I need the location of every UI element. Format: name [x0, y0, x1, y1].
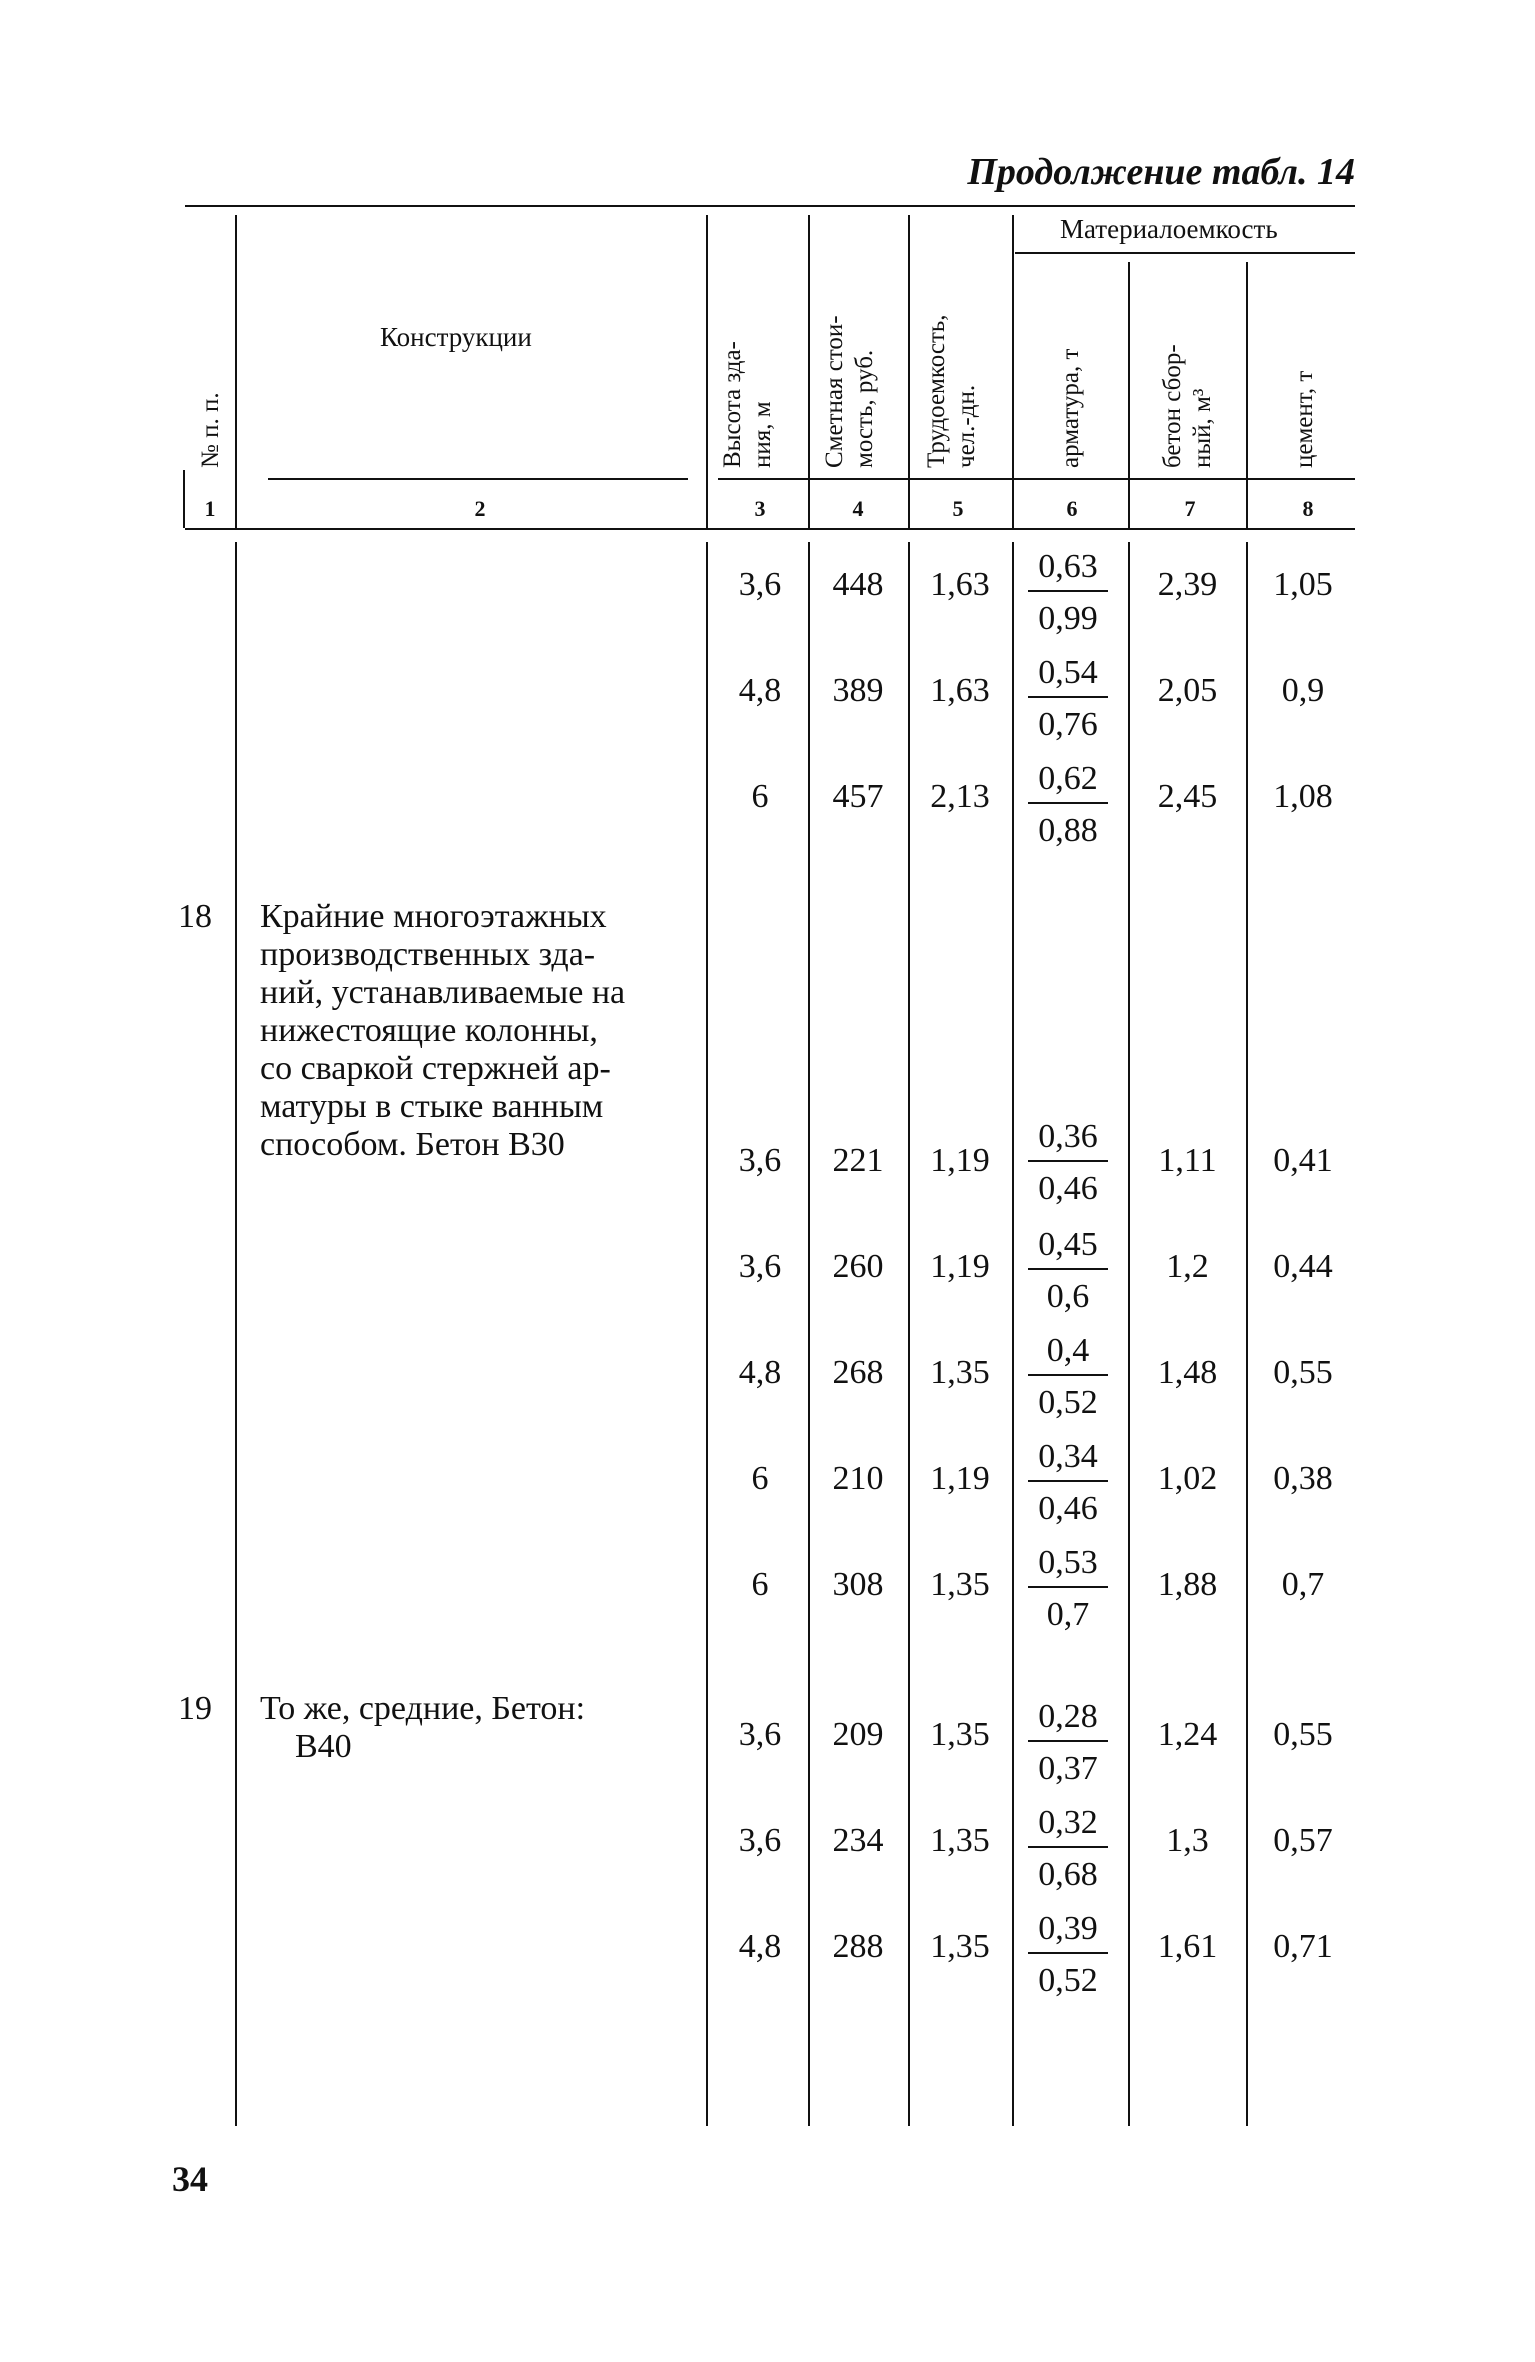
cement-cell: 0,7 — [1281, 1566, 1325, 1603]
cement-cell: 0,44 — [1273, 1248, 1333, 1285]
concrete-cell: 2,05 — [1157, 672, 1218, 709]
construction-description: Крайние многоэтажных производственных зда- ний, устанавливаемые на нижестоящие колонны, со сваркой стержней ар- матуры в стыке ванным способом. Бетон В30 — [260, 898, 626, 1163]
concrete-cell: 1,2 — [1166, 1248, 1209, 1285]
labor-cell: 1,35 — [930, 1716, 990, 1753]
cost-cell: 457 — [832, 778, 884, 815]
rebar-cell: $\frac{0,63}{0,99}$ — [1028, 550, 1108, 636]
concrete-cell: 2,45 — [1157, 778, 1218, 815]
cost-cell: 268 — [832, 1354, 884, 1391]
cement-cell: 1,08 — [1273, 778, 1333, 815]
rebar-cell: $\frac{0,62}{0,88}$ — [1028, 762, 1108, 848]
header-cement: цемент, т — [1291, 370, 1318, 468]
header-material-group: Материалоемкость — [1060, 214, 1278, 244]
concrete-cell: 1,11 — [1158, 1142, 1217, 1179]
rebar-cell: $\frac{0,45}{0,6}$ — [1028, 1228, 1108, 1314]
labor-cell: 1,35 — [930, 1822, 990, 1859]
rebar-cell: $\frac{0,39}{0,52}$ — [1028, 1912, 1108, 1998]
height-cell: 3,6 — [738, 566, 782, 603]
labor-cell: 2,13 — [930, 778, 990, 815]
concrete-cell: 1,61 — [1157, 1928, 1218, 1965]
cost-cell: 448 — [832, 566, 884, 603]
page-number: 34 — [172, 2159, 208, 2199]
header-num: № п. п. — [197, 392, 224, 468]
col-number: 7 — [1184, 496, 1196, 521]
labor-cell: 1,35 — [930, 1354, 990, 1391]
header-rebar: арматура, т — [1057, 348, 1084, 468]
row-number: 19 — [178, 1690, 212, 1727]
col-number: 1 — [204, 496, 216, 521]
cost-cell: 260 — [832, 1248, 884, 1285]
height-cell: 4,8 — [738, 1928, 782, 1965]
cement-cell: 0,55 — [1273, 1354, 1333, 1391]
labor-cell: 1,19 — [930, 1142, 990, 1179]
header-concrete: бетон сбор- ный, м³ — [1159, 344, 1216, 468]
cement-cell: 1,05 — [1273, 566, 1333, 603]
cost-cell: 209 — [832, 1716, 884, 1753]
concrete-cell: 1,48 — [1157, 1354, 1218, 1391]
rebar-cell: $\frac{0,4}{0,52}$ — [1028, 1334, 1108, 1420]
cost-cell: 308 — [832, 1566, 884, 1603]
labor-cell: 1,63 — [930, 566, 990, 603]
header-height: Высота зда- ния, м — [719, 341, 776, 468]
height-cell: 6 — [751, 1566, 769, 1603]
cost-cell: 210 — [832, 1460, 884, 1497]
cement-cell: 0,55 — [1273, 1716, 1333, 1753]
height-cell: 3,6 — [738, 1248, 782, 1285]
col-number: 8 — [1302, 496, 1314, 521]
cement-cell: 0,9 — [1281, 672, 1325, 709]
labor-cell: 1,19 — [930, 1460, 990, 1497]
col-number: 6 — [1066, 496, 1078, 521]
concrete-cell: 2,39 — [1157, 566, 1218, 603]
height-cell: 3,6 — [738, 1822, 782, 1859]
height-cell: 3,6 — [738, 1716, 782, 1753]
labor-cell: 1,19 — [930, 1248, 990, 1285]
labor-cell: 1,35 — [930, 1566, 990, 1603]
height-cell: 4,8 — [738, 1354, 782, 1391]
table-caption: Продолжение табл. 14 — [967, 151, 1355, 193]
rebar-cell: $\frac{0,32}{0,68}$ — [1028, 1806, 1108, 1892]
height-cell: 3,6 — [738, 1142, 782, 1179]
cost-cell: 288 — [832, 1928, 884, 1965]
labor-cell: 1,63 — [930, 672, 990, 709]
cement-cell: 0,38 — [1273, 1460, 1333, 1497]
rebar-cell: $\frac{0,53}{0,7}$ — [1028, 1546, 1108, 1632]
rebar-cell: $\frac{0,54}{0,76}$ — [1028, 656, 1108, 742]
concrete-cell: 1,02 — [1157, 1460, 1218, 1497]
height-cell: 6 — [751, 1460, 769, 1497]
cement-cell: 0,57 — [1273, 1822, 1333, 1859]
height-cell: 4,8 — [738, 672, 782, 709]
concrete-cell: 1,3 — [1166, 1822, 1209, 1859]
row-number: 18 — [178, 898, 212, 935]
col-number: 4 — [852, 496, 864, 521]
cost-cell: 389 — [832, 672, 884, 709]
concrete-cell: 1,24 — [1157, 1716, 1218, 1753]
header-labor: Трудоемкость, чел.-дн. — [923, 314, 980, 468]
rebar-cell: $\frac{0,28}{0,37}$ — [1028, 1700, 1108, 1786]
construction-description: То же, средние, Бетон: В40 — [260, 1690, 586, 1765]
rebar-cell: $\frac{0,34}{0,46}$ — [1028, 1440, 1108, 1526]
cost-cell: 234 — [832, 1822, 884, 1859]
height-cell: 6 — [751, 778, 769, 815]
header-cost: Сметная стои- мость, руб. — [821, 315, 878, 468]
concrete-cell: 1,88 — [1157, 1566, 1218, 1603]
rebar-cell: $\frac{0,36}{0,46}$ — [1028, 1120, 1108, 1206]
cost-cell: 221 — [832, 1142, 884, 1179]
header-constructions: Конструкции — [380, 322, 532, 352]
labor-cell: 1,35 — [930, 1928, 990, 1965]
cement-cell: 0,41 — [1273, 1142, 1333, 1179]
col-number: 5 — [952, 496, 964, 521]
col-number: 2 — [474, 496, 486, 521]
col-number: 3 — [754, 496, 766, 521]
cement-cell: 0,71 — [1273, 1928, 1333, 1965]
